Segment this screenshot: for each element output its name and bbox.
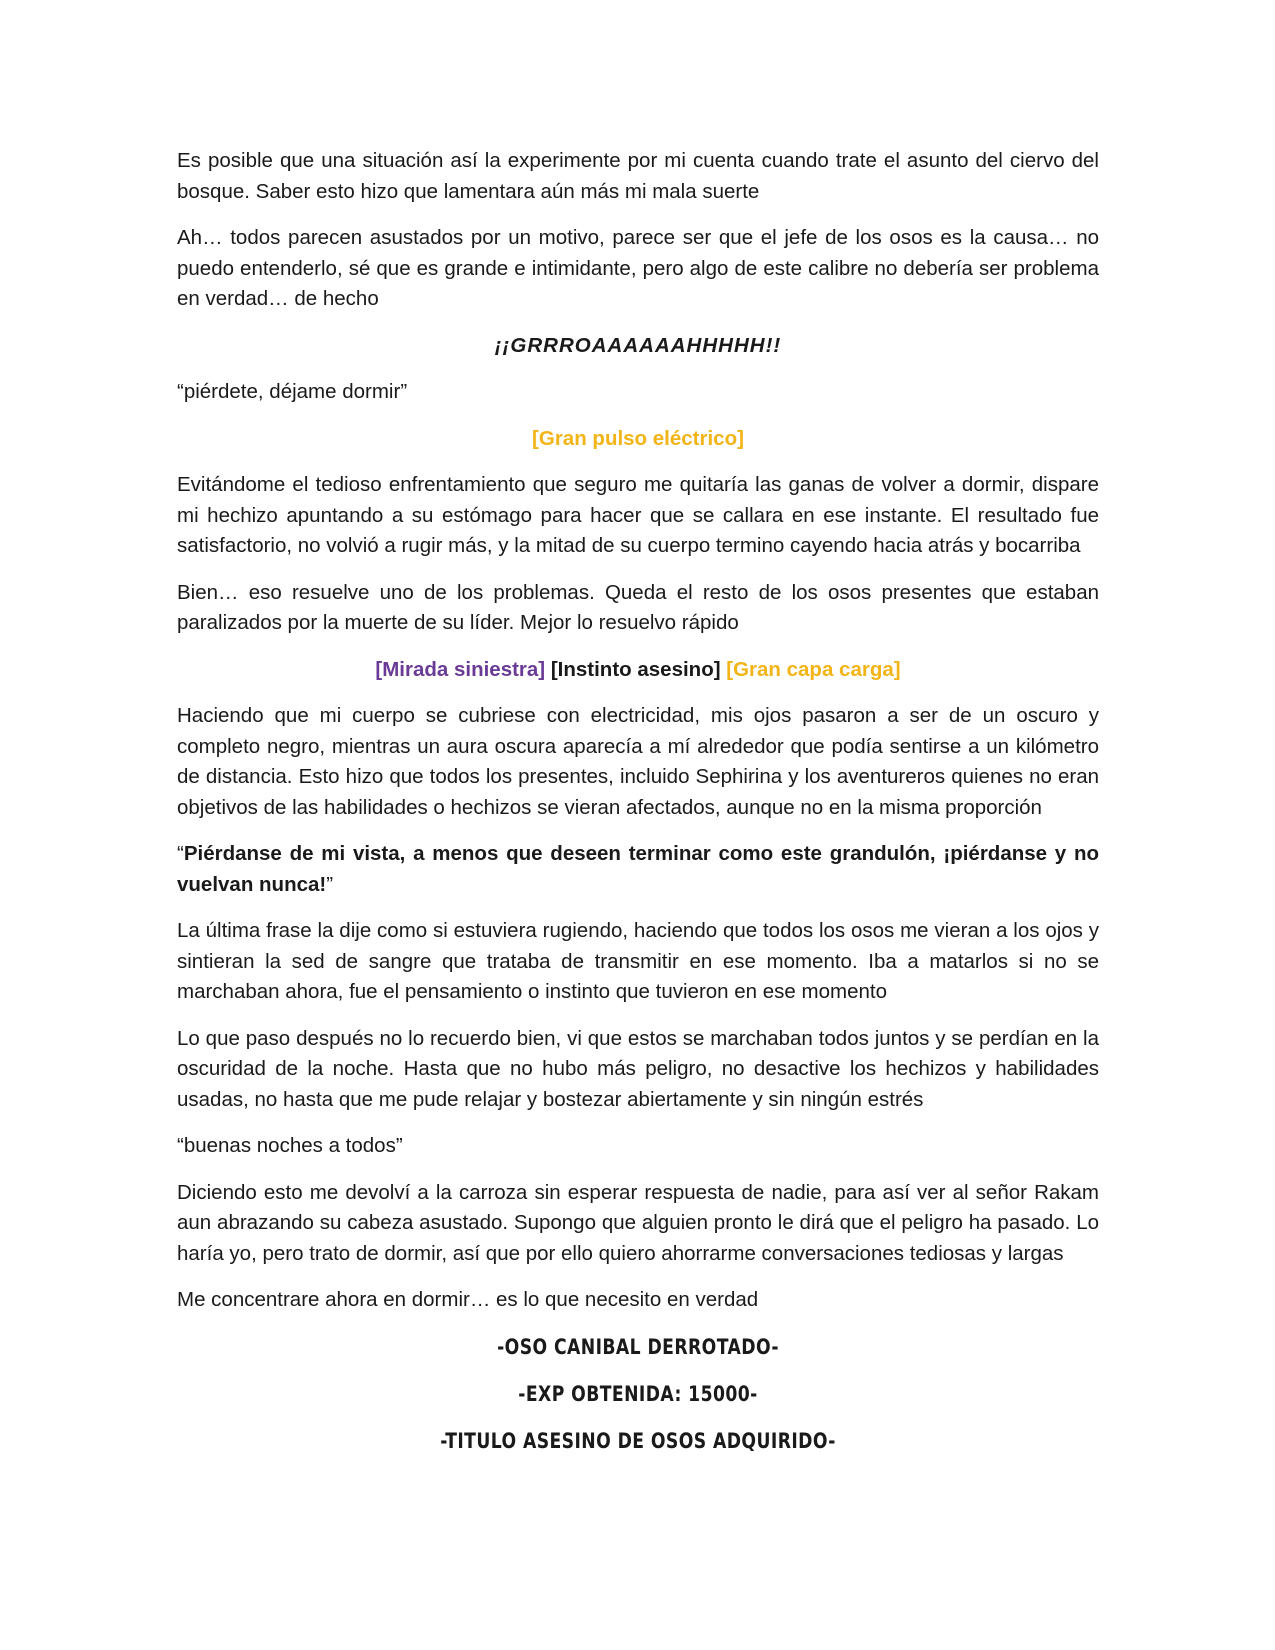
quote-open: “ [177,842,184,865]
paragraph: Haciendo que mi cuerpo se cubriese con electricidad, mis ojos pasaron a ser de un oscuro y completo negro, mientras un aura oscura aparecía a mí alrededor que podía sentirse a un kilómetro de distancia. Esto hizo que todos los presentes, incluido Sephirina y los aventureros quienes no eran objetivos de las habilidades o hechizos se vieran afectados, aunque no en la misma proporción [177,704,1099,819]
paragraph: Evitándome el tedioso enfrentamiento que seguro me quitaría las ganas de volver a dormir, dispare mi hechizo apuntando a su estómago para hacer que se callara en ese instante. El resultado fue satisfactorio, no volvió a rugir más, y la mitad de su cuerpo termino cayendo hacia atrás y bocarriba [177,473,1099,557]
dialogue-line: “buenas noches a todos” [177,1134,403,1157]
skill-gran-pulso-electrico: [Gran pulso eléctrico] [532,426,744,450]
paragraph: La última frase la dije como si estuviera rugiendo, haciendo que todos los osos me vieran a los ojos y sintieran la sed de sangre que trataba de transmitir en ese momento. Iba a matarlos si no se marchaban ahora, fue el pensamiento o instinto que tuvieron en ese momento [177,919,1099,1003]
paragraph: Bien… eso resuelve uno de los problemas. Queda el resto de los osos presentes que estaban paralizados por la muerte de su líder. Mejor lo resuelvo rápido [177,580,1099,634]
skill-mirada-siniestra: [Mirada siniestra] [375,657,546,681]
skill-instinto-asesino: [Instinto asesino] [550,657,721,681]
system-message-title: -TITULO ASESINO DE OSOS ADQUIRIDO- [440,1428,836,1453]
system-message-exp: -EXP OBTENIDA: 15000- [518,1381,758,1406]
paragraph: Es posible que una situación así la experimente por mi cuenta cuando trate el asunto del ciervo del bosque. Saber esto hizo que lamentara aún más mi mala suerte [177,149,1099,203]
system-message-defeated: -OSO CANIBAL DERROTADO- [497,1334,779,1359]
dialogue-line: “piérdete, déjame dormir” [177,380,408,403]
skill-line [177,655,1099,686]
paragraph: Lo que paso después no lo recuerdo bien, vi que estos se marchaban todos juntos y se perdían en la oscuridad de la noche. Hasta que no hubo más peligro, no desactive los hechizos y habilidades usadas, no hasta que me pude relajar y bostezar abiertamente y sin ningún estrés [177,1026,1099,1111]
paragraph: Me concentrare ahora en dormir… es lo que necesito en verdad [177,1288,759,1311]
paragraph: Ah… todos parecen asustados por un motivo, parece ser que el jefe de los osos es la causa… no puedo entenderlo, sé que es grande e intimidante, pero algo de este calibre no debería ser problema en verdad… de hecho [177,226,1099,310]
skill-line [177,424,1099,455]
dialogue-shout [177,839,1099,900]
shout-text: Piérdanse de mi vista, a menos que deseen terminar como este grandulón, ¡piérdanse y no vuelvan nunca! [177,842,1099,896]
quote-close: ” [326,872,334,896]
document-page [177,146,1099,1473]
skill-gran-capa-carga: [Gran capa carga] [726,657,901,681]
paragraph: Diciendo esto me devolví a la carroza sin esperar respuesta de nadie, para así ver al señor Rakam aun abrazando su cabeza asustado. Supongo que alguien pronto le dirá que el peligro ha pasado. Lo haría yo, pero trato de dormir, así que por ello quiero ahorrarme conversaciones tediosas y largas [177,1180,1099,1265]
roar-sound: ¡¡GRRROAAAAAAHHHHH!! [494,333,782,357]
